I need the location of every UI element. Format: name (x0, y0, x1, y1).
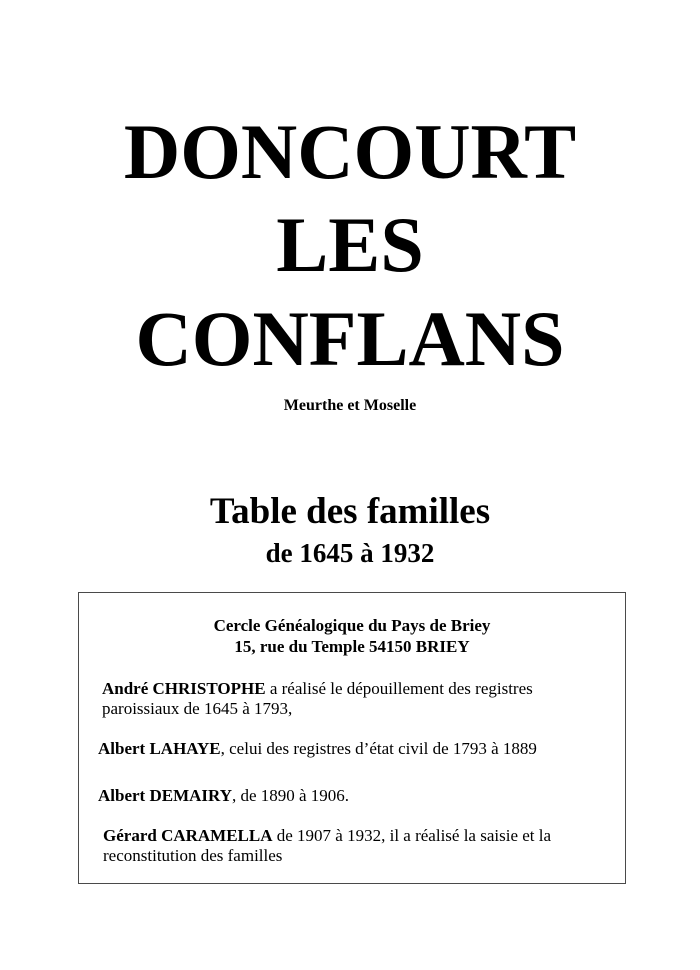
region-label: Meurthe et Moselle (283, 397, 417, 414)
contributor-paragraph (98, 739, 598, 759)
organization-address: 15, rue du Temple 54150 BRIEY (234, 637, 470, 656)
title-line-3: CONFLANS (135, 295, 565, 382)
contributor-name: Albert LAHAYE (98, 739, 221, 758)
contributor-text: paroissiaux de 1645 à 1793, (102, 699, 293, 718)
subtitle: Table des familles (209, 491, 491, 532)
title-line-1: DONCOURT (123, 108, 577, 195)
organization-name: Cercle Généalogique du Pays de Briey (213, 616, 491, 635)
contributor-name: Gérard CARAMELLA (103, 826, 273, 845)
contributor-text: , celui des registres d’état civil de 1793 à 1889 (220, 739, 537, 758)
credits-box (78, 592, 626, 884)
contributor-text: de 1907 à 1932, il a réalisé la saisie et la (272, 826, 552, 845)
contributor-name: André CHRISTOPHE (102, 679, 266, 698)
title-line-2: LES (276, 201, 424, 288)
contributor-text: a réalisé le dépouillement des registres (265, 679, 533, 698)
contributor-text: , de 1890 à 1906. (231, 786, 350, 805)
date-range: de 1645 à 1932 (265, 538, 435, 568)
contributor-paragraph (102, 679, 602, 719)
contributor-paragraph (103, 826, 603, 866)
contributor-paragraph (98, 786, 598, 806)
contributor-text: reconstitution des familles (103, 846, 283, 865)
contributor-name: Albert DEMAIRY (98, 786, 232, 805)
